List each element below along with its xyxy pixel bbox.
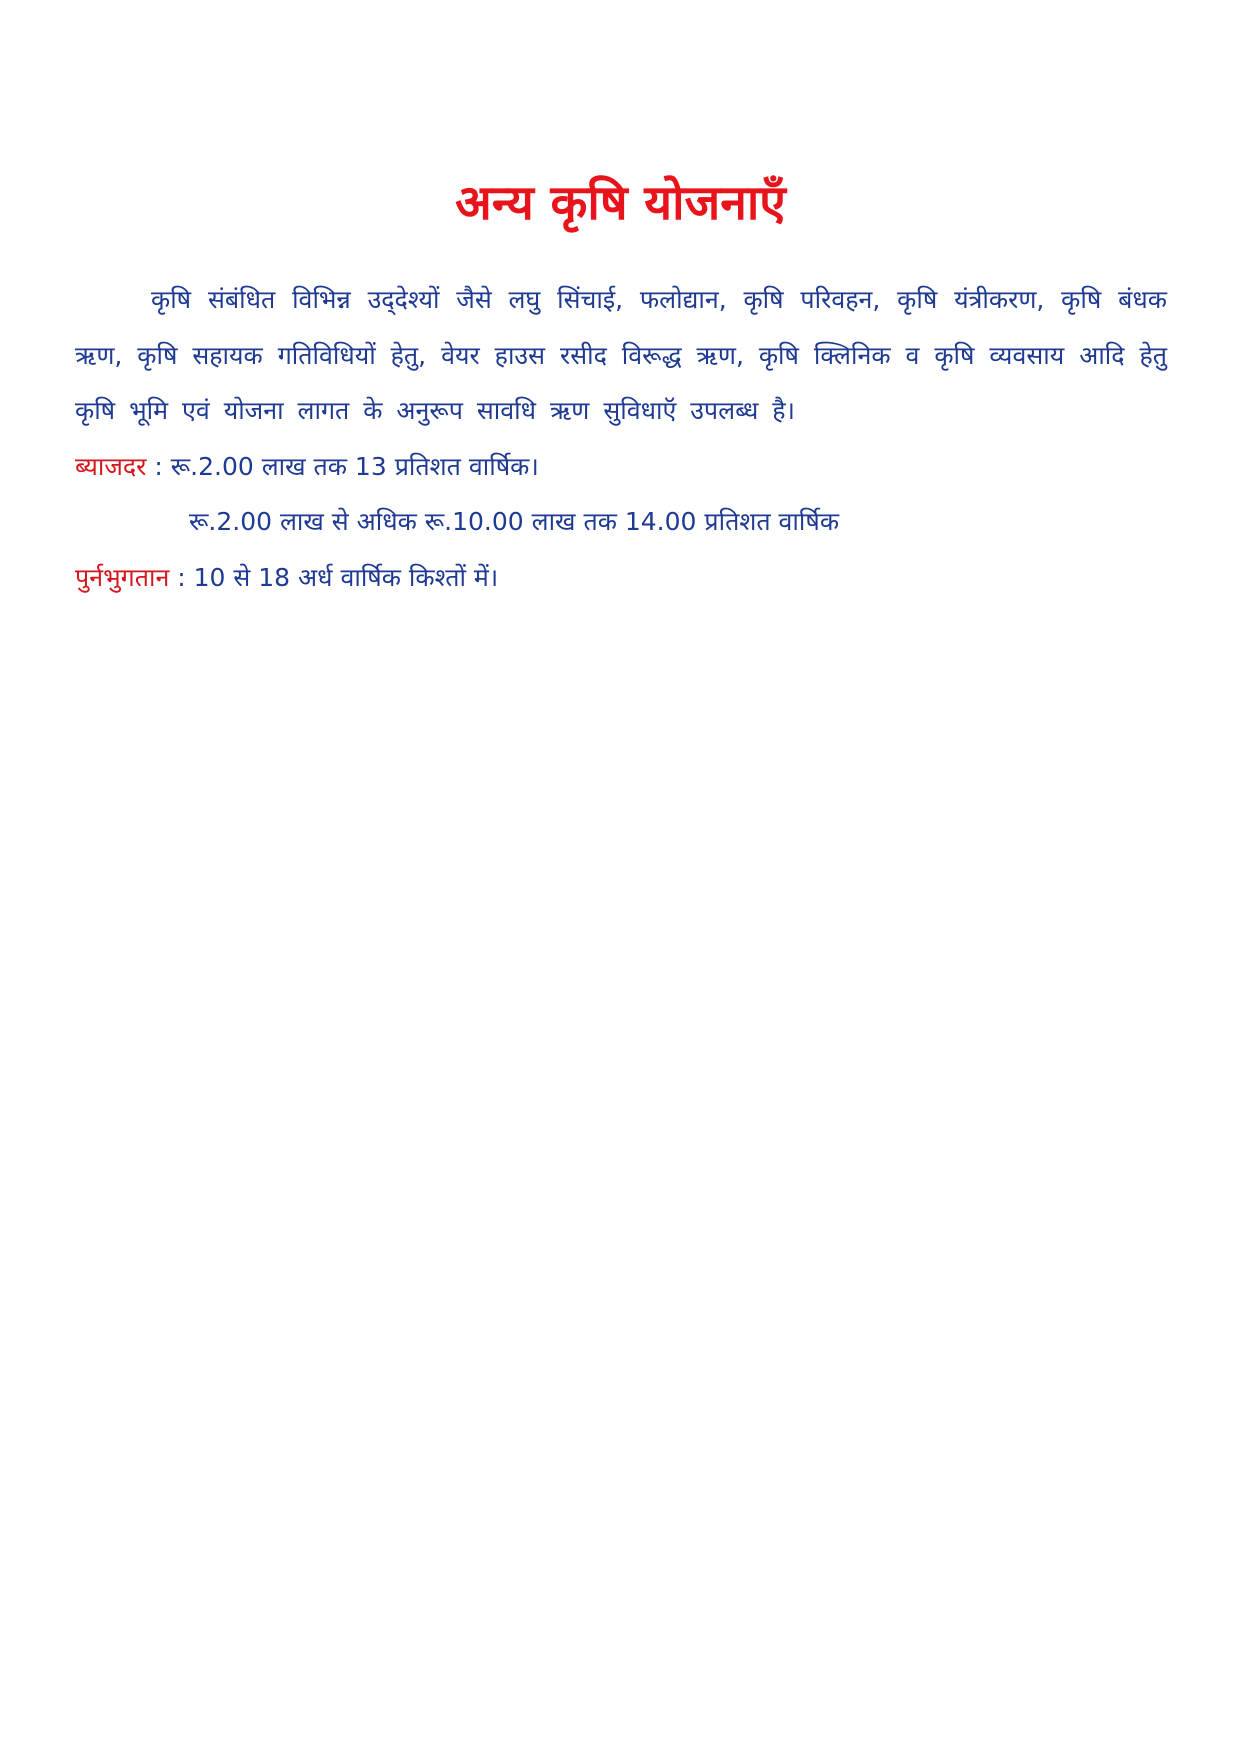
- interest-rate-label: ब्याजदर: [75, 451, 147, 481]
- description-paragraph: कृषि संबंधित विभिन्न उद्‌देश्यों जैसे लघु सिंचाई, फलोद्यान, कृषि परिवहन, कृषि यंत्रीकरण, कृषि बंधक ऋण, कृषि सहायक गतिविधियों हेतु, वेयर हाउस रसीद विरूद्ध ऋण, कृषि क्लिनिक व कृषि व्यवसाय आदि हेतु कृषि भूमि एवं योजना लागत के अनुरूप सावधि ऋण सुविधाऍ उपलब्ध है।: [75, 285, 1167, 425]
- interest-rate-separator: :: [146, 451, 171, 481]
- interest-rate-line-2: रू.2.00 लाख से अधिक रू.10.00 लाख तक 14.00 प्रतिशत वार्षिक: [189, 507, 840, 536]
- page-title: अन्य कृषि योजनाएँ: [455, 175, 786, 231]
- document-body: [75, 272, 1167, 605]
- interest-rate-line-1: रू.2.00 लाख तक 13 प्रतिशत वार्षिक।: [170, 451, 539, 481]
- repayment-separator: :: [169, 562, 194, 592]
- repayment-row: [75, 550, 1167, 606]
- interest-rate-row: [75, 439, 1167, 495]
- repayment-text: 10 से 18 अर्ध वार्षिक किश्तों में।: [193, 562, 499, 592]
- repayment-label: पुर्नभुगतान: [75, 562, 170, 592]
- interest-rate-row-2: [75, 494, 1167, 550]
